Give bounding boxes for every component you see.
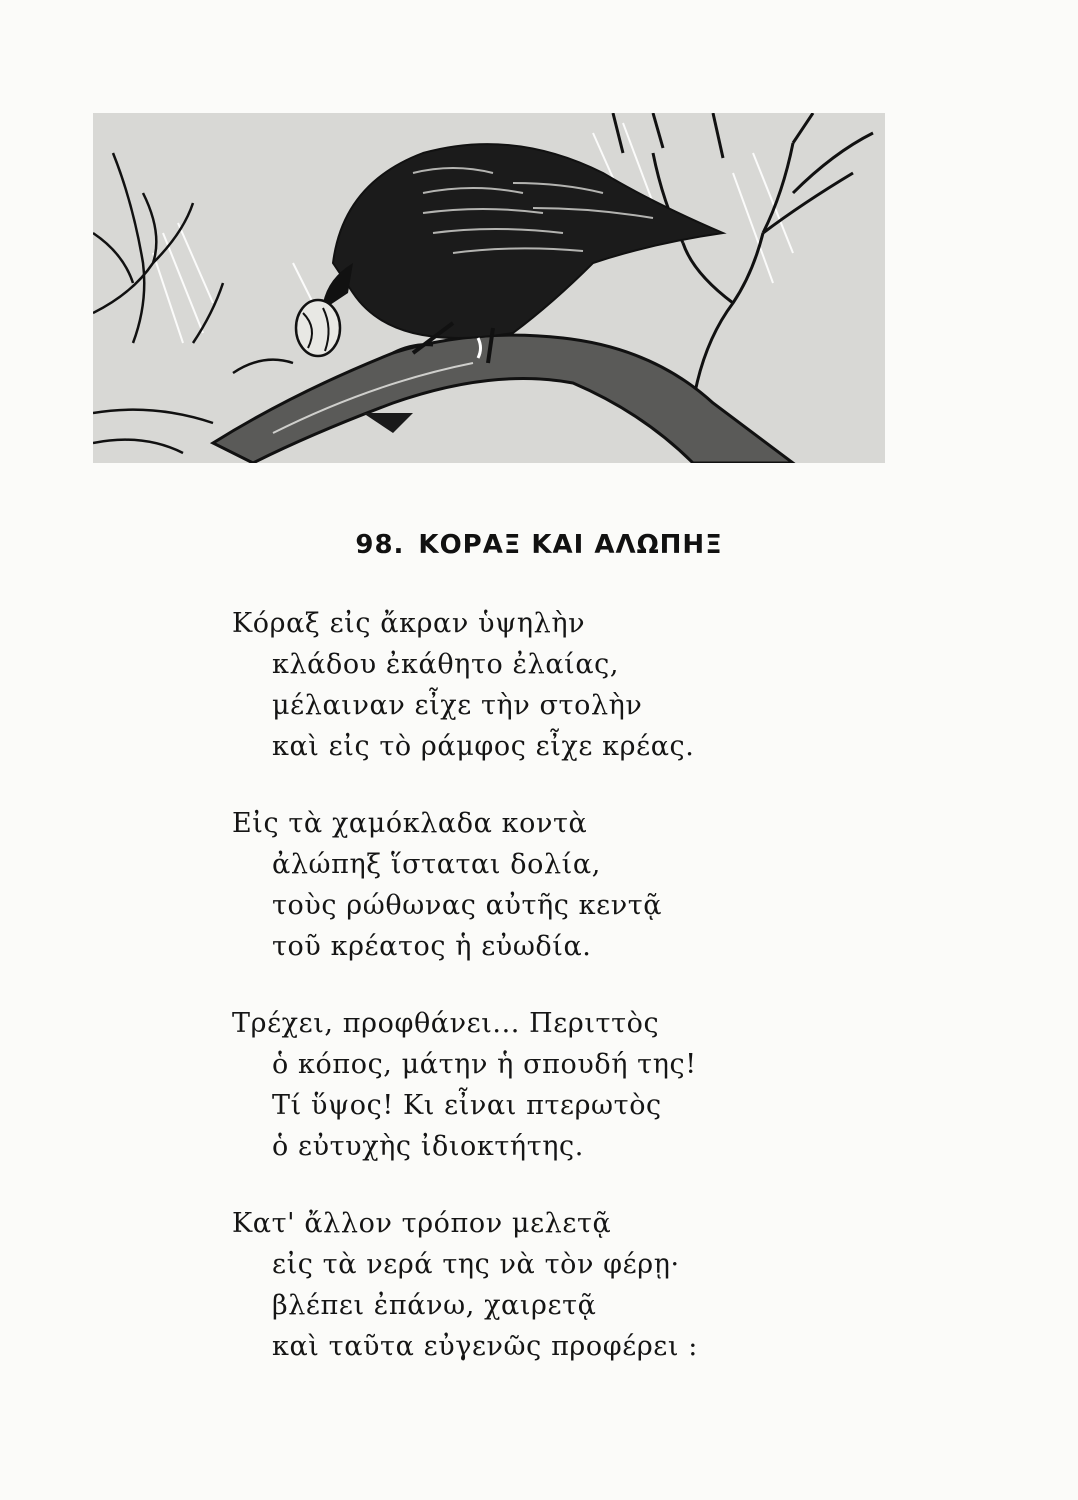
stanza-4 <box>232 1203 698 1367</box>
verse-line: τοῦ κρέατος ἡ εὐωδία. <box>272 931 592 962</box>
fable-number: 98. <box>355 530 405 560</box>
verse-line: ἀλώπηξ ἵσταται δολία, <box>272 849 601 880</box>
verse-line: Τρέχει, προφθάνει... Περιττὸς <box>232 1008 660 1039</box>
verse-line: ὁ κόπος, μάτην ἡ σπουδή της! <box>272 1049 697 1080</box>
verse-line: Τί ὕψος! Κι εἶναι πτερωτὸς <box>272 1090 662 1121</box>
verse-line: κλάδου ἐκάθητο ἐλαίας, <box>272 649 620 680</box>
fable-title-text: ΚΟΡΑΞ ΚΑΙ ΑΛΩΠΗΞ <box>418 530 723 560</box>
verse-line: ὁ εὐτυχὴς ἰδιοκτήτης. <box>272 1131 584 1162</box>
fable-title <box>0 530 1078 560</box>
verse-line: Κόραξ εἰς ἄκραν ὑψηλὴν <box>232 608 586 639</box>
verse-line: Εἰς τὰ χαμόκλαδα κοντὰ <box>232 808 588 839</box>
poem <box>232 603 698 1403</box>
crow-illustration <box>93 113 885 463</box>
verse-line: καὶ εἰς τὸ ράμφος εἶχε κρέας. <box>272 731 695 762</box>
stanza-3 <box>232 1003 698 1167</box>
verse-line: μέλαιναν εἶχε τὴν στολὴν <box>272 690 643 721</box>
verse-line: βλέπει ἐπάνω, χαιρετᾷ <box>272 1290 597 1321</box>
verse-line: τοὺς ρώθωνας αὐτῆς κεντᾷ <box>272 890 663 921</box>
verse-line: καὶ ταῦτα εὐγενῶς προφέρει : <box>272 1331 698 1362</box>
stanza-2 <box>232 803 698 967</box>
stanza-1 <box>232 603 698 767</box>
verse-line: Κατ' ἄλλον τρόπον μελετᾷ <box>232 1208 612 1239</box>
verse-line: εἰς τὰ νερά της νὰ τὸν φέρῃ· <box>272 1249 680 1280</box>
